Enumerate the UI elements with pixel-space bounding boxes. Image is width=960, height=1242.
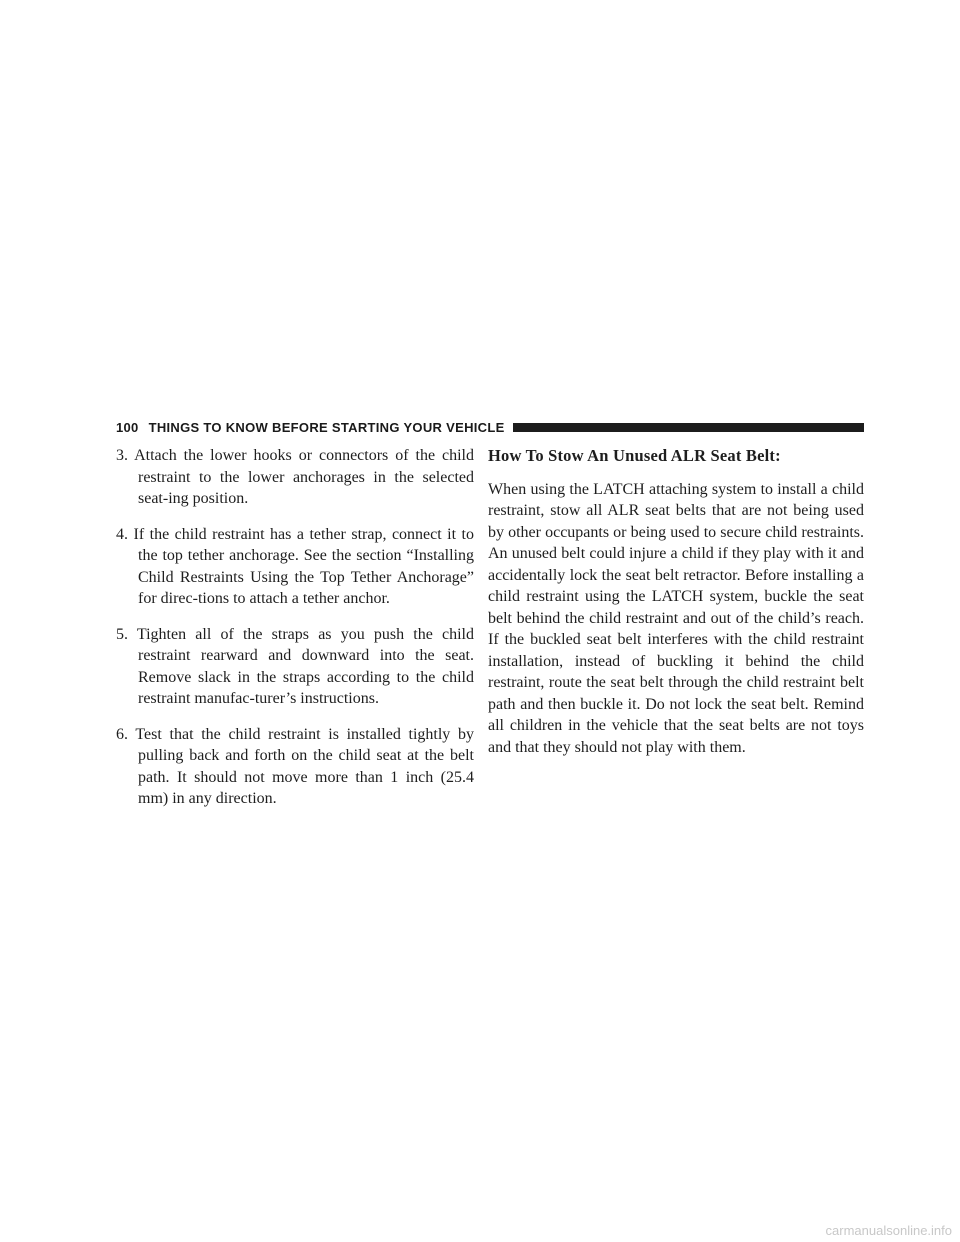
instruction-steps xyxy=(116,445,474,810)
step-4: 4. If the child restraint has a tether strap, connect it to the top tether anchorage. See the section “Installing Child Restraints Using the Top Tether Anchorage” for direc-tions to attach a tether anchor. xyxy=(116,525,474,607)
header-rule xyxy=(513,423,864,432)
body-paragraph: When using the LATCH attaching system to install a child restraint, stow all ALR seat belts that are not being used by other occupants or being used to secure child restraints. An unused belt could injure a child if they play with it and accidentally lock the seat belt retractor. Before installing a child restraint using the LATCH system, buckle the seat belt behind the child restraint and out of the child’s reach. If the buckled seat belt interferes with the child restraint installation, instead of buckling it behind the child restraint, route the seat belt through the child restraint belt path and then buckle it. Do not lock the seat belt. Remind all children in the vehicle that the seat belts are not toys and that they should not play with them. xyxy=(488,480,864,756)
right-column xyxy=(488,445,864,758)
section-title: THINGS TO KNOW BEFORE STARTING YOUR VEHICLE xyxy=(148,419,505,435)
step-3: 3. Attach the lower hooks or connectors of the child restraint to the lower anchorages in the selected seat-ing position. xyxy=(116,447,474,507)
step-6: 6. Test that the child restraint is installed tightly by pulling back and forth on the child seat at the belt path. It should not move more than 1 inch (25.4 mm) in any direction. xyxy=(116,725,474,807)
site-watermark: carmanualsonline.info xyxy=(825,1223,952,1238)
page-number: 100 xyxy=(116,419,139,435)
step-5: 5. Tighten all of the straps as you push the child restraint rearward and downward into the seat. Remove slack in the straps according to the child restraint manufac-turer’s instructions. xyxy=(116,625,474,707)
page-header xyxy=(116,416,864,438)
left-column xyxy=(116,445,474,824)
section-heading: How To Stow An Unused ALR Seat Belt: xyxy=(488,446,781,465)
